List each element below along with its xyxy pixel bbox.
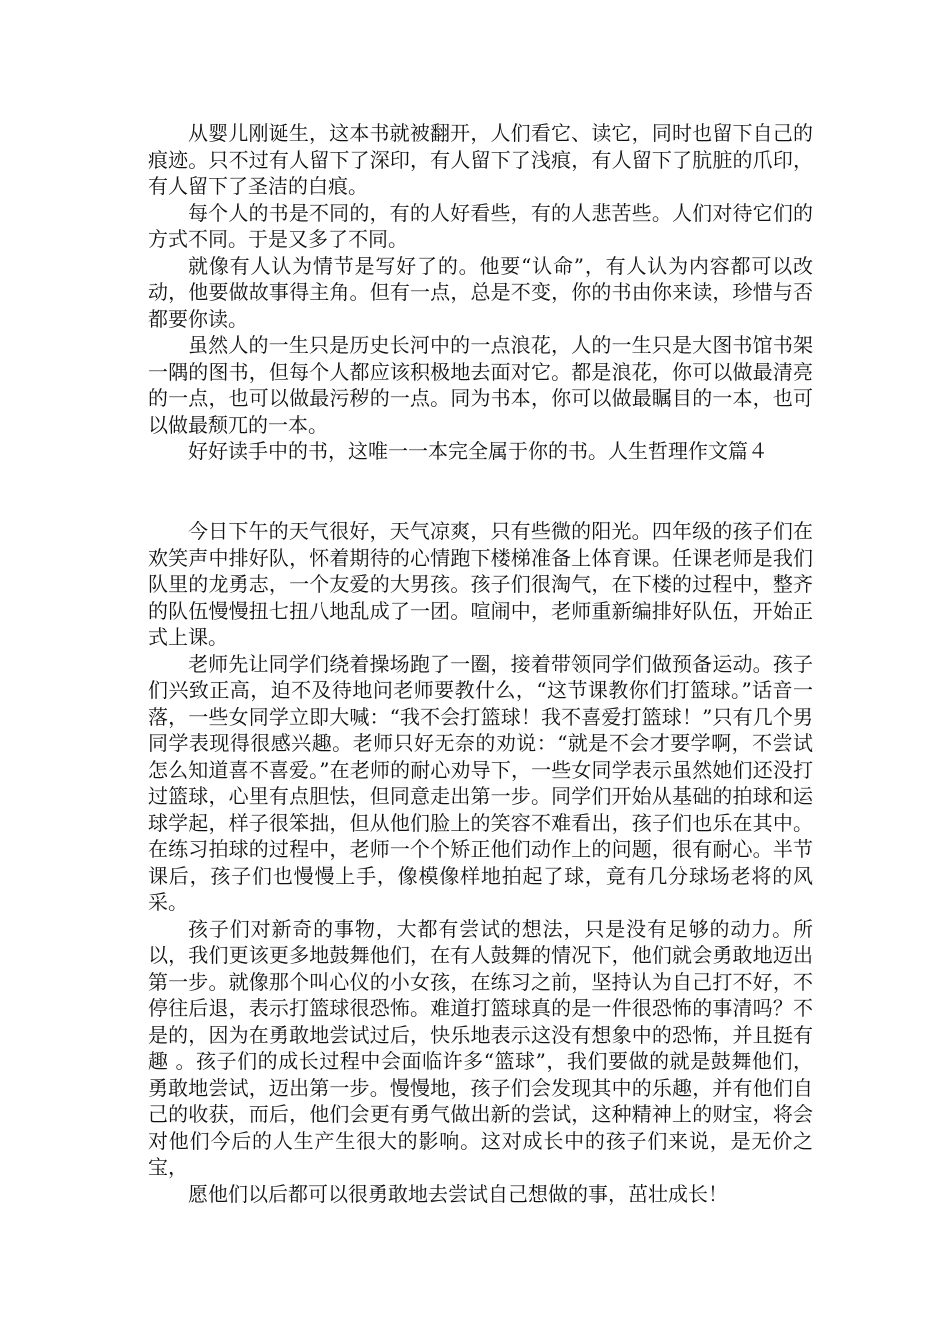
paragraph: 好好读手中的书，这唯一一本完全属于你的书。人生哲理作文篇４	[188, 439, 768, 463]
paragraph: 今日下午的天气很好，天气凉爽，只有些微的阳光。四年级的孩子们在欢笑声中排好队，怀着期待的心情跑下楼梯准备上体育课。任课老师是我们队里的龙勇志，一个友爱的大男孩。孩子们很淘气，在下楼的过程中，整齐的队伍慢慢扭七扭八地乱成了一团。喧闹中，老师重新编排好队伍，开始正式上课。	[148, 519, 813, 649]
paragraph: 从婴儿刚诞生，这本书就被翻开，人们看它、读它，同时也留下自己的痕迹。只不过有人留下了深印，有人留下了浅痕，有人留下了肮脏的爪印，有人留下了圣洁的白痕。	[148, 121, 813, 198]
paragraph: 就像有人认为情节是写好了的。他要“认命”，有人认为内容都可以改动，他要做故事得主角。但有一点，总是不变，你的书由你来读，珍惜与否都要你读。	[148, 253, 813, 331]
essay-section-2	[148, 518, 813, 1207]
paragraph: 老师先让同学们绕着操场跑了一圈，接着带领同学们做预备运动。孩子们兴致正高，迫不及待地问老师要教什么，“这节课教你们打篮球。”话音一落，一些女同学立即大喊：“我不会打篮球！我不喜爱打篮球！”只有几个男同学表现得很感兴趣。老师只好无奈的劝说：“就是不会才要学啊，不尝试怎么知道喜不喜爱。”在老师的耐心劝导下，一些女同学表示虽然她们还没打过篮球，心里有点胆怯，但同意走出第一步。同学们开始从基础的拍球和运球学起，样子很笨拙，但从他们脸上的笑容不难看出，孩子们也乐在其中。在练习拍球的过程中，老师一个个矫正他们动作上的问题，很有耐心。半节课后，孩子们也慢慢上手，像模像样地拍起了球，竟有几分球场老将的风采。	[148, 651, 813, 914]
paragraph: 每个人的书是不同的，有的人好看些，有的人悲苦些。人们对待它们的方式不同。于是又多了不同。	[148, 200, 813, 251]
essay-section-1	[148, 120, 813, 465]
paragraph: 孩子们对新奇的事物，大都有尝试的想法，只是没有足够的动力。所以，我们更该更多地鼓舞他们，在有人鼓舞的情况下，他们就会勇敢地迈出第一步。就像那个叫心仪的小女孩，在练习之前，坚持认为自己打不好，不停往后退，表示打篮球很恐怖。难道打篮球真的是一件很恐怖的事清吗？不是的，因为在勇敢地尝试过后，快乐地表示这没有想象中的恐怖，并且挺有趣 。孩子们的成长过程中会面临许多“篮球”，我们要做的就是鼓舞他们，勇敢地尝试，迈出第一步。慢慢地，孩子们会发现其中的乐趣，并有他们自己的收获，而后，他们会更有勇气做出新的尝试，这种精神上的财宝，将会对他们今后的人生产生很大的影响。这对成长中的孩子们来说，是无价之宝，	[148, 916, 813, 1179]
paragraph: 虽然人的一生只是历史长河中的一点浪花，人的一生只是大图书馆书架一隅的图书，但每个人都应该积极地去面对它。都是浪花，你可以做最清亮的一点，也可以做最污秽的一点。同为书本，你可以做最瞩目的一本，也可以做最颓兀的一本。	[148, 333, 813, 437]
paragraph: 愿他们以后都可以很勇敢地去尝试自己想做的事，茁壮成长！	[188, 1181, 728, 1206]
